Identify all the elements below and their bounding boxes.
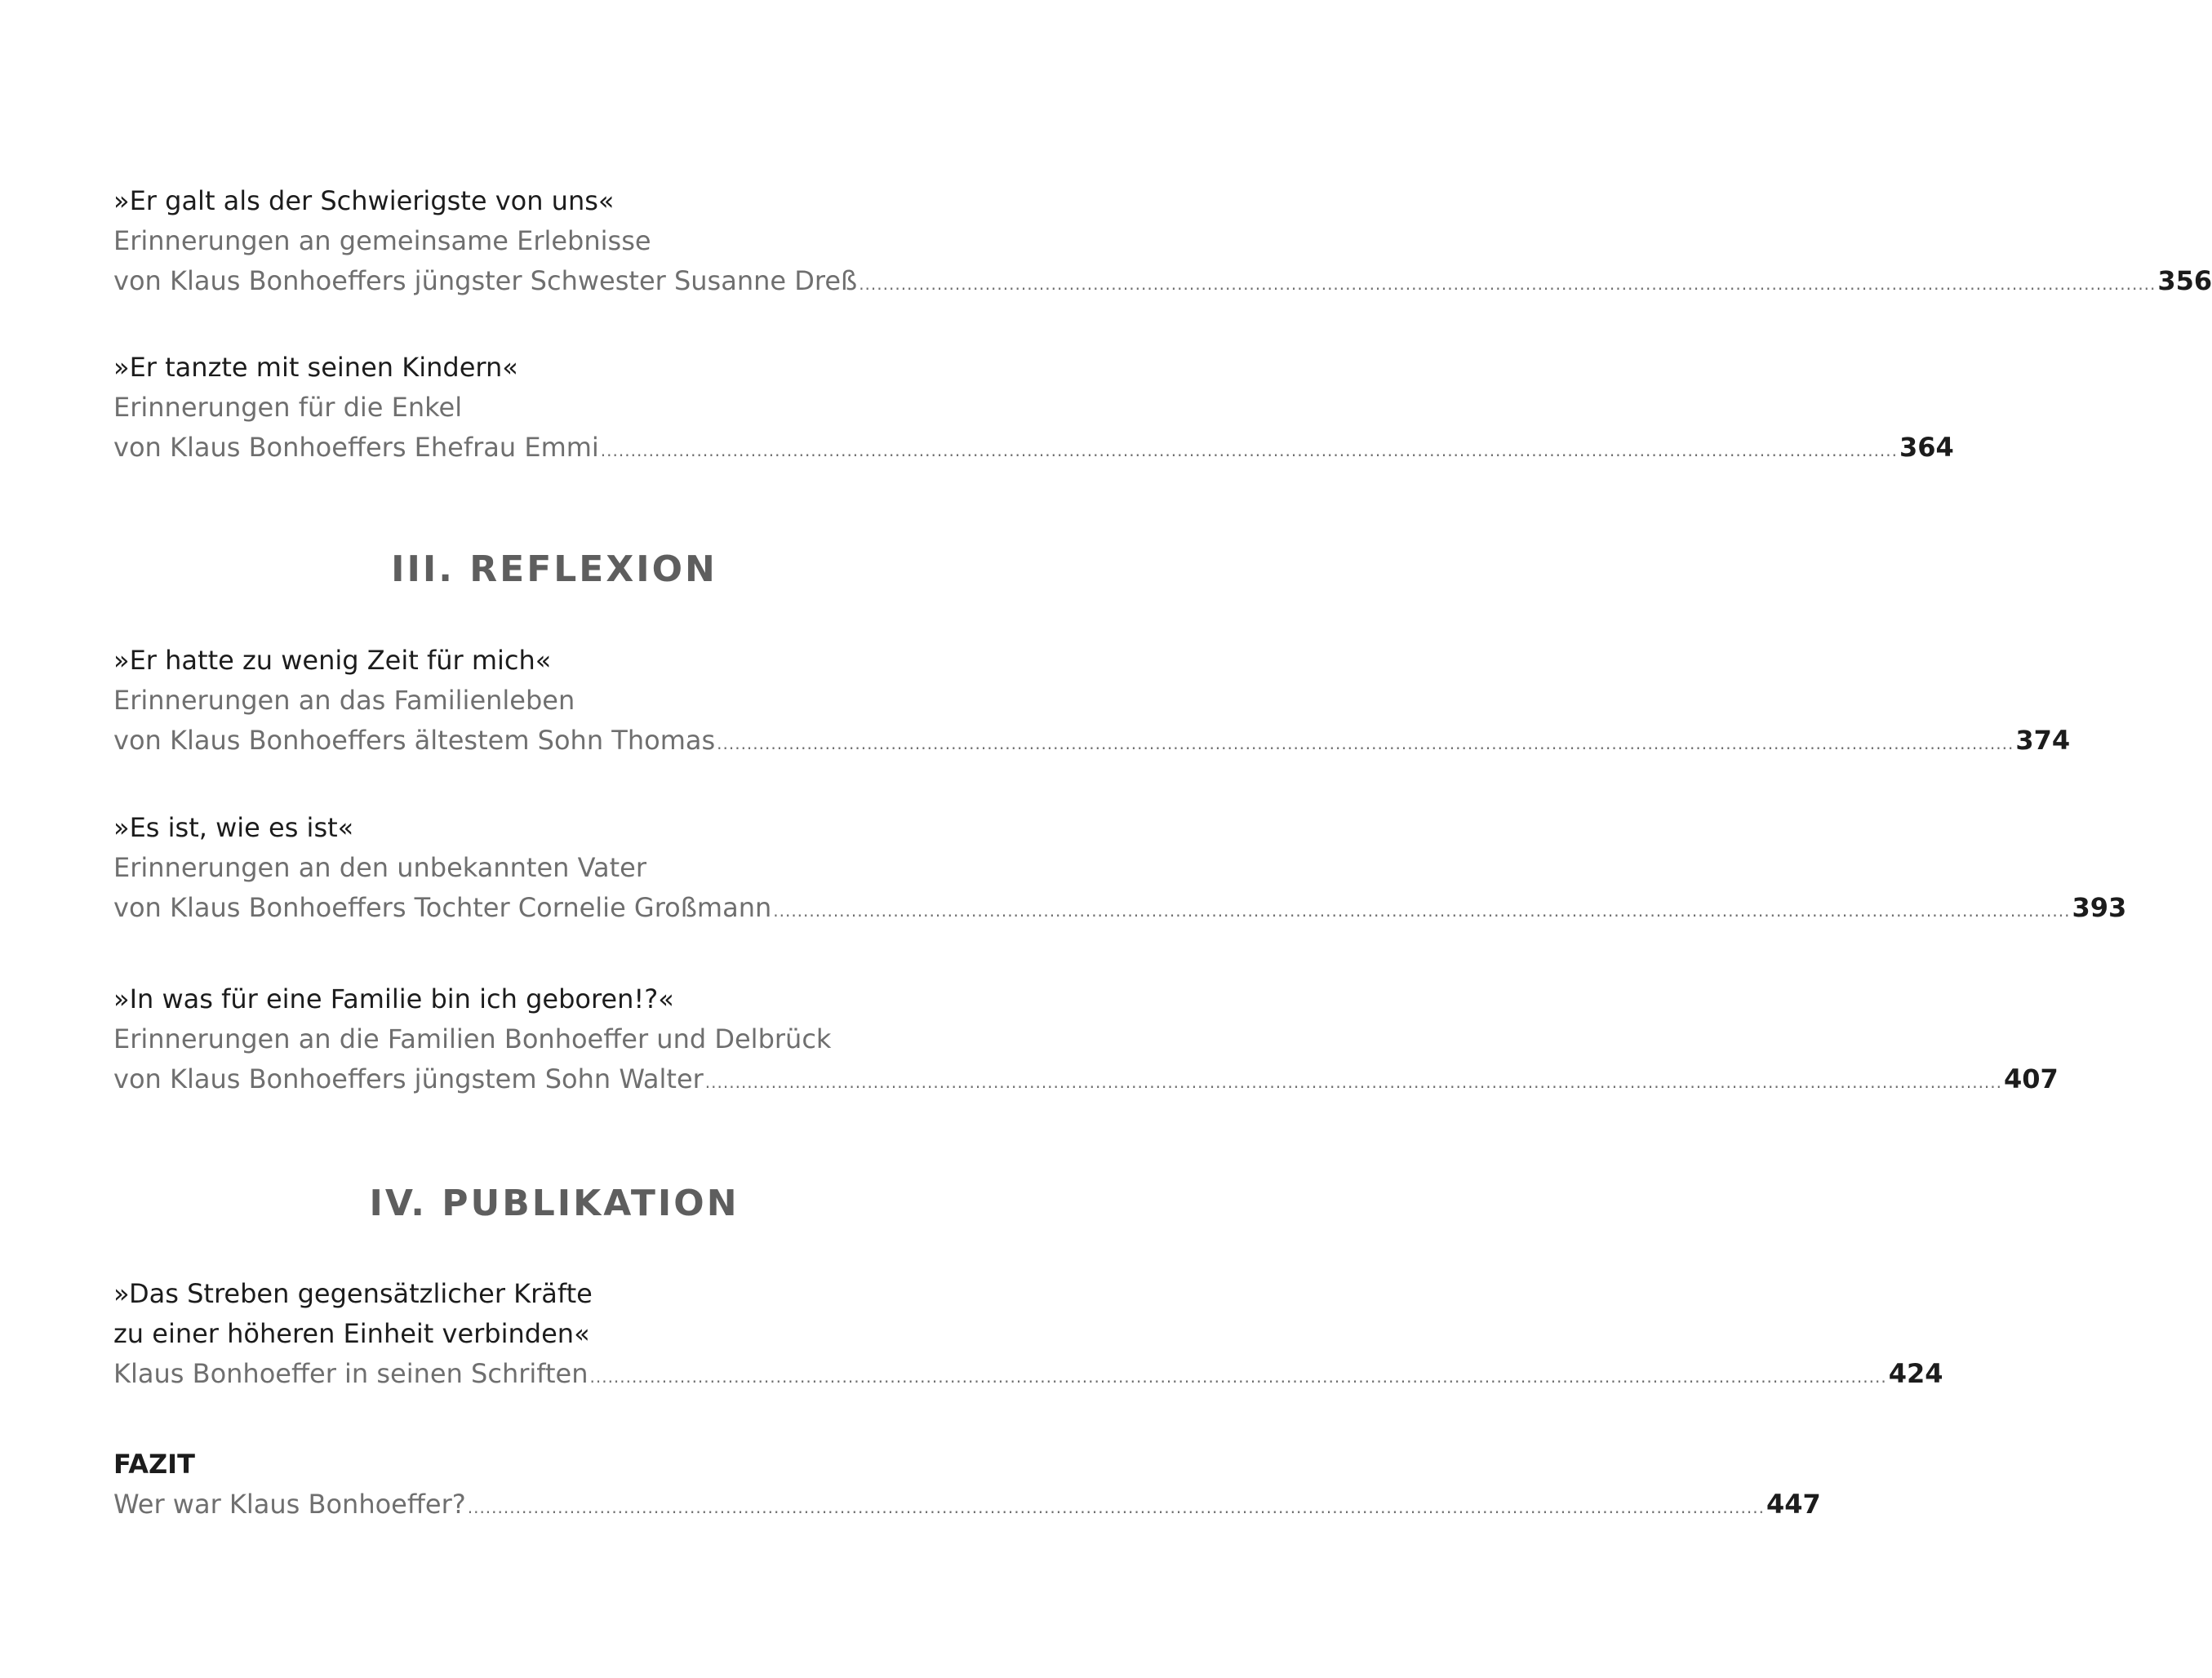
leader-dots: ........................................................................................................................................................................................................................ [589, 1367, 1887, 1387]
toc-entry-familie[interactable] [113, 979, 2059, 1099]
entry-title: »Es ist, wie es ist« [113, 812, 354, 843]
page-number: 356 [2157, 265, 2212, 296]
entry-leader-line [113, 428, 1954, 468]
entry-author: von Klaus Bonhoeffers ältestem Sohn Thomas [113, 725, 716, 756]
entry-author: Wer war Klaus Bonhoeffer? [113, 1489, 466, 1520]
entry-title: »Das Streben gegensätzlicher Kräfte [113, 1278, 593, 1309]
entry-subtitle: Erinnerungen an gemeinsame Erlebnisse [113, 225, 651, 256]
toc-entry-wie-es-ist[interactable] [113, 808, 2127, 928]
leader-dots: ........................................................................................................................................................................................................................ [773, 901, 2071, 921]
entry-author: von Klaus Bonhoeffers jüngster Schwester Susanne Dreß [113, 265, 858, 296]
page-number: 393 [2072, 892, 2127, 923]
toc-entry-schwierigste[interactable] [113, 181, 2212, 301]
toc-entry-streben[interactable] [113, 1274, 1943, 1394]
entry-leader-line [113, 1354, 1943, 1394]
entry-author: von Klaus Bonhoeffers Tochter Cornelie Großmann [113, 892, 772, 923]
entry-author: Klaus Bonhoeffer in seinen Schriften [113, 1358, 589, 1389]
leader-dots: ........................................................................................................................................................................................................................ [704, 1072, 2002, 1092]
fazit-heading: FAZIT [113, 1449, 195, 1480]
entry-subtitle: Erinnerungen für die Enkel [113, 392, 463, 423]
entry-author: von Klaus Bonhoeffers jüngstem Sohn Walter [113, 1063, 704, 1094]
page-number: 447 [1766, 1489, 1821, 1520]
toc-entry-fazit[interactable] [113, 1445, 1821, 1525]
entry-subtitle: Erinnerungen an den unbekannten Vater [113, 852, 646, 883]
entry-leader-line [113, 888, 2127, 928]
leader-dots: ........................................................................................................................................................................................................................ [600, 441, 1898, 460]
page-number: 364 [1899, 432, 1954, 463]
entry-leader-line [113, 261, 2212, 301]
entry-subtitle: Erinnerungen an die Familien Bonhoeffer und Delbrück [113, 1023, 832, 1054]
entry-title-continued: zu einer höheren Einheit verbinden« [113, 1318, 590, 1349]
entry-author: von Klaus Bonhoeffers Ehefrau Emmi [113, 432, 599, 463]
leader-dots: ........................................................................................................................................................................................................................ [859, 274, 2156, 294]
entry-title: »Er hatte zu wenig Zeit für mich« [113, 645, 552, 676]
leader-dots: ........................................................................................................................................................................................................................ [467, 1498, 1765, 1517]
entry-leader-line [113, 1059, 2059, 1099]
entry-leader-line [113, 1485, 1821, 1525]
toc-entry-tanzte[interactable] [113, 348, 1954, 468]
entry-subtitle: Erinnerungen an das Familienleben [113, 685, 575, 716]
entry-title: »Er tanzte mit seinen Kindern« [113, 352, 518, 383]
entry-title: »In was für eine Familie bin ich geboren!?« [113, 983, 674, 1014]
leader-dots: ........................................................................................................................................................................................................................ [717, 734, 2014, 753]
section-heading-publikation: IV. PUBLIKATION [369, 1183, 740, 1224]
toc-entry-zeit[interactable] [113, 641, 2071, 761]
page-number: 424 [1888, 1358, 1943, 1389]
page-number: 407 [2004, 1063, 2059, 1094]
entry-leader-line [113, 721, 2071, 761]
page-number: 374 [2015, 725, 2071, 756]
entry-title: »Er galt als der Schwierigste von uns« [113, 185, 615, 216]
section-heading-reflexion: III. REFLEXION [391, 548, 717, 590]
